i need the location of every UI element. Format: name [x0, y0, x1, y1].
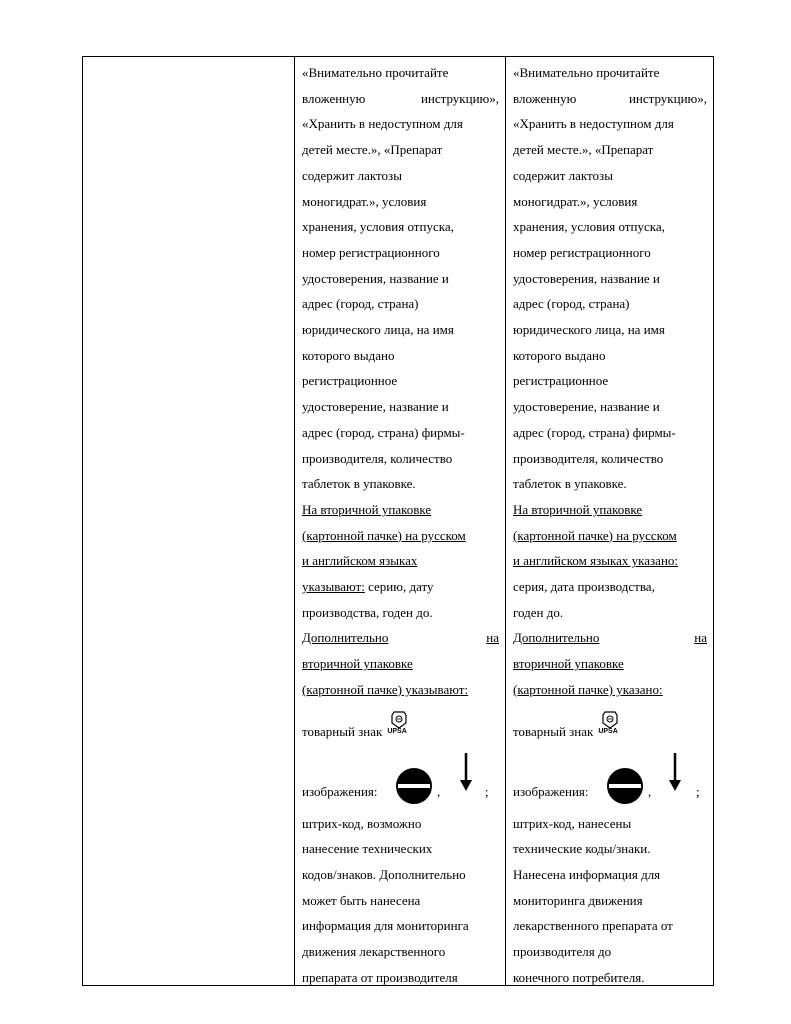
arrow-down-icon	[460, 753, 472, 800]
text: на	[486, 630, 499, 646]
text-line: Нанесена информация для	[513, 866, 661, 882]
text-line: которого выдано	[302, 347, 395, 363]
underlined-line: На вторичной упаковке	[513, 501, 643, 517]
lens-pictogram-icon	[395, 767, 433, 814]
text-line: информация для мониторинга	[302, 918, 469, 934]
text-line: «Хранить в недоступном для	[302, 116, 463, 132]
cell-text	[513, 60, 707, 991]
text: вложенную	[513, 90, 577, 106]
text: инструкцию»,	[420, 90, 499, 106]
text-line: удостоверения, название и	[513, 270, 660, 286]
justified-underlined-line	[513, 625, 707, 651]
images-line	[302, 743, 499, 811]
text-line: кодов/знаков. Дополнительно	[302, 866, 466, 882]
text: серию, дату	[364, 579, 434, 595]
text-line: производителя, количество	[302, 450, 453, 466]
logo-text: UPSA	[387, 727, 407, 735]
separator: ,	[437, 783, 441, 799]
table-column-requirement	[295, 57, 506, 985]
text-line: серия, дата производства,	[513, 579, 655, 595]
justified-text-line	[513, 86, 707, 112]
text-line: конечного потребителя.	[513, 969, 645, 985]
lens-pictogram-icon	[606, 767, 644, 814]
trademark-line	[302, 703, 499, 743]
logo-text: UPSA	[598, 727, 618, 735]
table-column-empty	[83, 57, 295, 985]
text-line: штрих-код, нанесены	[513, 815, 632, 831]
text-line: «Внимательно прочитайте	[302, 65, 449, 80]
text-line: таблеток в упаковке.	[302, 476, 416, 492]
text-line: детей месте.», «Препарат	[513, 142, 654, 158]
text: инструкцию»,	[628, 90, 707, 106]
underlined-line: (картонной пачке) указано:	[513, 681, 663, 697]
text-line: юридического лица, на имя	[513, 322, 665, 338]
underlined-line: (картонной пачке) на русском	[302, 527, 466, 543]
text-line: адрес (город, страна) фирмы-	[513, 424, 676, 440]
justified-text-line	[302, 86, 499, 112]
text: Дополнительно	[302, 630, 389, 646]
text-line: номер регистрационного	[302, 244, 440, 260]
separator: ,	[648, 783, 652, 799]
arrow-down-icon	[669, 753, 681, 800]
text: вложенную	[302, 90, 366, 106]
text-line: «Хранить в недоступном для	[513, 116, 674, 132]
upsa-logo-icon	[598, 711, 622, 739]
underlined-line: На вторичной упаковке	[302, 501, 432, 517]
text-line: производителя до	[513, 944, 612, 960]
underlined-line: вторичной упаковке	[513, 656, 624, 672]
text-line: содержит лактозы	[513, 167, 613, 183]
text-line	[302, 574, 499, 600]
text-line: регистрационное	[302, 373, 398, 389]
text-line: нанесение технических	[302, 841, 433, 857]
images-label: изображения:	[513, 783, 589, 799]
text-line: адрес (город, страна)	[302, 296, 419, 312]
underlined-line: (картонной пачке) указывают:	[302, 681, 469, 697]
underlined-line: и английском языках указано:	[513, 553, 679, 569]
text-line: лекарственного препарата от	[513, 918, 673, 934]
separator: ;	[696, 783, 700, 799]
underlined-line: и английском языках	[302, 553, 418, 569]
trademark-line	[513, 703, 707, 743]
text-line: штрих-код, возможно	[302, 815, 422, 831]
table-column-actual	[506, 57, 713, 985]
text-line: удостоверение, название и	[513, 399, 660, 415]
text-line: юридического лица, на имя	[302, 322, 454, 338]
text-line: удостоверения, название и	[302, 270, 449, 286]
text-line: содержит лактозы	[302, 167, 402, 183]
underlined-line: вторичной упаковке	[302, 656, 413, 672]
underlined-line: (картонной пачке) на русском	[513, 527, 677, 543]
text-line: детей месте.», «Препарат	[302, 142, 443, 158]
text-line: производителя, количество	[513, 450, 664, 466]
text-line: моногидрат.», условия	[302, 193, 427, 209]
images-label: изображения:	[302, 783, 378, 799]
text-line: таблеток в упаковке.	[513, 476, 627, 492]
text-line: хранения, условия отпуска,	[302, 219, 454, 235]
text-line: «Внимательно прочитайте	[513, 65, 660, 80]
cell-text	[302, 60, 499, 991]
separator: ;	[485, 783, 489, 799]
text-line: препарата от производителя	[302, 969, 458, 985]
text: Дополнительно	[513, 630, 600, 646]
text-line: моногидрат.», условия	[513, 193, 638, 209]
text-line: адрес (город, страна)	[513, 296, 630, 312]
text-line: которого выдано	[513, 347, 606, 363]
trademark-label: товарный знак	[513, 723, 594, 739]
text-line: технические коды/знаки.	[513, 841, 651, 857]
text-line: хранения, условия отпуска,	[513, 219, 665, 235]
text-line: годен до.	[513, 604, 564, 620]
images-line	[513, 743, 707, 811]
underlined-text: указывают:	[302, 579, 365, 595]
text-line: может быть нанесена	[302, 892, 421, 908]
text: на	[694, 630, 707, 646]
text-line: удостоверение, название и	[302, 399, 449, 415]
text-line: движения лекарственного	[302, 944, 446, 960]
text-line: адрес (город, страна) фирмы-	[302, 424, 465, 440]
upsa-logo-icon	[387, 711, 411, 739]
document-table	[82, 56, 714, 986]
justified-underlined-line	[302, 625, 499, 651]
text-line: регистрационное	[513, 373, 609, 389]
text-line: номер регистрационного	[513, 244, 651, 260]
text-line: мониторинга движения	[513, 892, 643, 908]
trademark-label: товарный знак	[302, 723, 383, 739]
text-line: производства, годен до.	[302, 604, 433, 620]
